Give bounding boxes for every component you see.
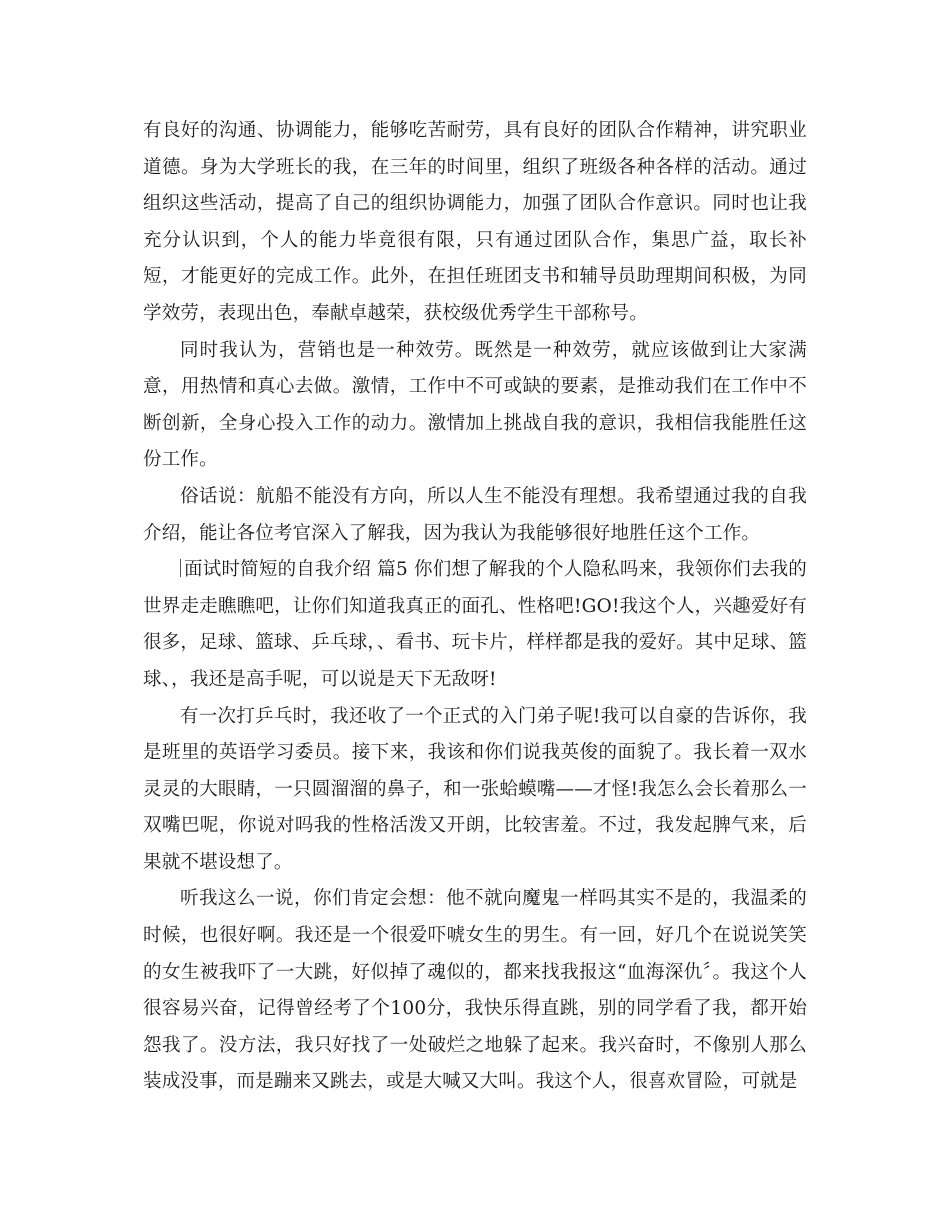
- paragraph-4: [143, 552, 807, 698]
- paragraph-4-text: 面试时简短的自我介绍 篇5 你们想了解我的个人隐私吗来，我领你们去我的世界走走瞧瞧吧，让你们知道我真正的面孔、性格吧!GO!我这个人，兴趣爱好有很多，足球、篮球、乒乓球，、看书、玩卡片，样样都是我的爱好。其中足球、篮球、，我还是高手呢，可以说是天下无敌呀!: [143, 559, 807, 690]
- paragraph-5: 有一次打乒乓时，我还收了一个正式的入门弟子呢!我可以自豪的告诉你，我是班里的英语学习委员。接下来，我该和你们说我英俊的面貌了。我长着一双水灵灵的大眼睛，一只圆溜溜的鼻子，和一张蛤蟆嘴——才怪!我怎么会长着那么一双嘴巴呢，你说对吗我的性格活泼又开朗，比较害羞。不过，我发起脾气来，后果就不堪设想了。: [143, 705, 807, 873]
- paragraph-6: 听我这么一说，你们肯定会想：他不就向魔鬼一样吗其实不是的，我温柔的时候，也很好啊。我还是一个很爱吓唬女生的男生。有一回，好几个在说说笑笑的女生被我吓了一大跳，好似掉了魂似的，都来找我报这“血海深仇〞。我这个人很容易兴奋，记得曾经考了个100分，我快乐得直跳，别的同学看了我，都开始怨我了。没方法，我只好找了一处破烂之地躲了起来。我兴奋时，不像别人那么装成没事，而是蹦来又跳去，或是大喊又大叫。我这个人，很喜欢冒险，可就是: [143, 888, 807, 1093]
- paragraph-2: 同时我认为，营销也是一种效劳。既然是一种效劳，就应该做到让大家满意，用热情和真心去做。激情，工作中不可或缺的要素，是推动我们在工作中不断创新，全身心投入工作的动力。激情加上挑战自我的意识，我相信我能胜任这份工作。: [143, 339, 807, 471]
- paragraph-3: 俗话说：航船不能没有方向，所以人生不能没有理想。我希望通过我的自我介绍，能让各位考官深入了解我，因为我认为我能够很好地胜任这个工作。: [143, 485, 807, 544]
- paragraph-1: 有良好的沟通、协调能力，能够吃苦耐劳，具有良好的团队合作精神，讲究职业道德。身为大学班长的我，在三年的时间里，组织了班级各种各样的活动。通过组织这些活动，提高了自己的组织协调能力，加强了团队合作意识。同时也让我充分认识到，个人的能力毕竟很有限，只有通过团队合作，集思广益，取长补短，才能更好的完成工作。此外，在担任班团支书和辅导员助理期间积极，为同学效劳，表现出色，奉献卓越荣，获校级优秀学生干部称号。: [143, 120, 807, 324]
- document-body: [143, 113, 807, 1101]
- text-cursor-mark: [180, 559, 181, 577]
